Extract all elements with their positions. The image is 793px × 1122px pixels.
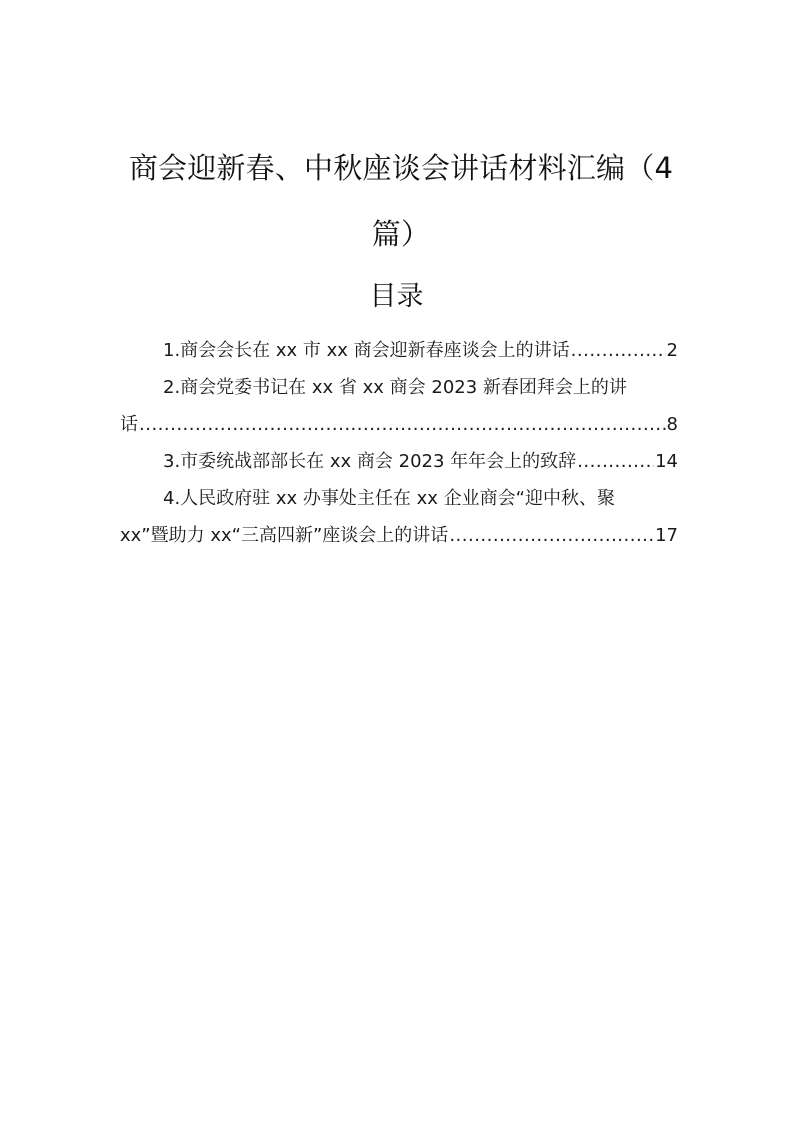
- toc-entry-1[interactable]: [163, 340, 678, 362]
- toc-entry-1-page: 2: [666, 340, 678, 361]
- toc-entry-3-page: 14: [655, 451, 678, 472]
- toc-leader-dots: [449, 525, 654, 547]
- toc-entry-3-title: 3.市委统战部部长在 xx 商会 2023 年年会上的致辞: [163, 451, 577, 472]
- toc-entry-2-title-line-2: 话: [120, 414, 138, 435]
- document-title-line-2: 篇）: [371, 217, 431, 251]
- toc-entry-4-title-line-2: xx”暨助力 xx“三高四新”座谈会上的讲话: [120, 525, 449, 546]
- toc-entry-1-title: 1.商会会长在 xx 市 xx 商会迎新春座谈会上的讲话: [163, 340, 570, 361]
- toc-entry-3[interactable]: [163, 451, 678, 473]
- toc-entry-4-page: 17: [655, 525, 678, 546]
- toc-leader-dots: [577, 451, 654, 473]
- toc-leader-dots: [571, 340, 666, 362]
- toc-entry-2-title-line-1[interactable]: 2.商会党委书记在 xx 省 xx 商会 2023 新春团拜会上的讲: [163, 377, 627, 398]
- toc-entry-2-page: 8: [666, 414, 678, 435]
- toc-entry-2[interactable]: [120, 414, 678, 436]
- document-title-line-1: 商会迎新春、中秋座谈会讲话材料汇编（4: [128, 151, 674, 185]
- toc-entry-4[interactable]: [120, 525, 678, 547]
- toc-leader-dots: [139, 414, 666, 436]
- toc-entry-4-title-line-1[interactable]: 4.人民政府驻 xx 办事处主任在 xx 企业商会“迎中秋、聚: [163, 488, 615, 509]
- toc-heading: 目录: [369, 281, 424, 312]
